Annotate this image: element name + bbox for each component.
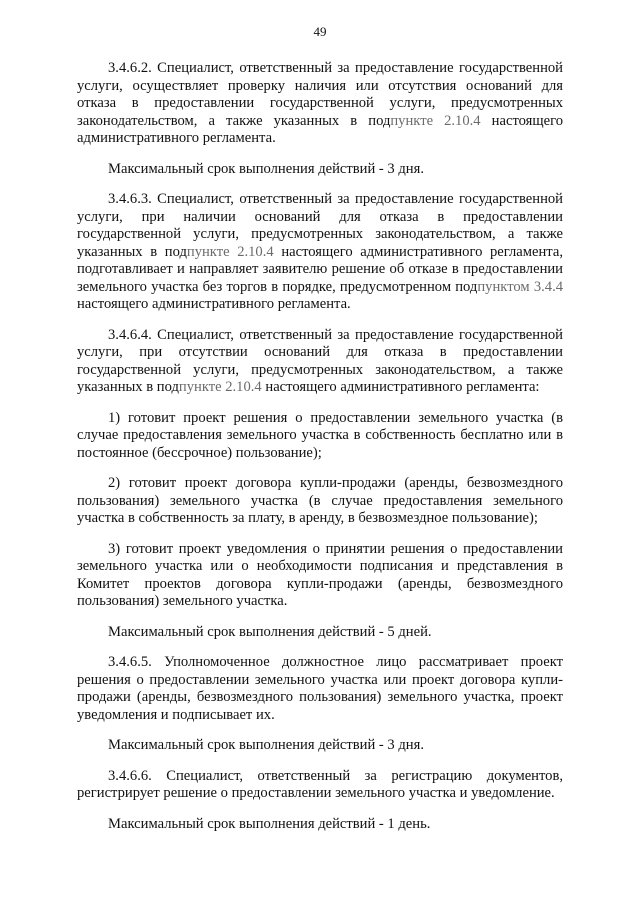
deadline-note: Максимальный срок выполнения действий - 3 дня.: [108, 160, 424, 177]
list-item-2: 2) готовит проект договора купли-продажи (аренды, безвозмездного пользования) земельного участка (в случае предоставления земельного участка в собственность за плату, в аренду, в безвозмездное пользование);: [77, 475, 563, 526]
reference-link[interactable]: пункте 2.10.4: [186, 243, 274, 260]
deadline-note: Максимальный срок выполнения действий - 3 дня.: [108, 737, 424, 753]
paragraph-text: настоящего административного регламента.: [77, 112, 563, 146]
reference-link[interactable]: пункте 2.10.4: [390, 112, 481, 129]
reference-link[interactable]: пунктом 3.4.4: [477, 278, 564, 295]
paragraph-text: 3.4.6.2. Специалист, ответственный за предоставление государственной услуги, осуществляет проверку наличия или отсутствия оснований для отказа в предоставлении государственной услуги, предусмотренных законодательством, а также указанных в под: [77, 60, 563, 129]
list-item-1: 1) готовит проект решения о предоставлении земельного участка (в случае предоставления земельного участка в собственность бесплатно или в постоянное (бессрочное) пользование);: [77, 409, 563, 461]
paragraph-3-4-6-2: [77, 60, 563, 148]
paragraph-3-4-6-6: 3.4.6.6. Специалист, ответственный за регистрацию документов, регистрирует решение о предоставлении земельного участка и уведомление.: [77, 767, 563, 801]
paragraph-3-4-6-4: [77, 327, 563, 397]
paragraph-text: 3.4.6.3. Специалист, ответственный за предоставление государственной услуги, при наличии оснований для отказа в предоставлении государственной услуги, предусмотренных законодательством, а также указанных в под: [77, 191, 563, 260]
paragraph-text: настоящего административного регламента:: [261, 379, 540, 395]
paragraph-3-4-6-3: [77, 191, 563, 314]
page-number: 49: [313, 24, 327, 39]
page-content: [77, 60, 563, 846]
paragraph-text: настоящего административного регламента.: [77, 296, 351, 312]
paragraph-text: настоящего административного регламента, подготавливает и направляет заявителю решение об отказе в предоставлении земельного участка без торгов в порядке, предусмотренном под: [77, 243, 563, 295]
reference-link[interactable]: пункте 2.10.4: [178, 379, 262, 395]
deadline-note: Максимальный срок выполнения действий - 1 день.: [108, 815, 431, 832]
list-item-3: 3) готовит проект уведомления о принятии решения о предоставлении земельного участка или о необходимости подписания и представления в Комитет проектов договора купли-продажи (аренды, безвозмездного пользования) земельного участка.: [77, 540, 563, 609]
deadline-note: Максимальный срок выполнения действий - 5 дней.: [108, 623, 432, 640]
paragraph-text: 3.4.6.4. Специалист, ответственный за предоставление государственной услуги, при отсутствии оснований для отказа в предоставлении государственной услуги, предусмотренных законодательством, а также указанных в под: [77, 326, 563, 395]
paragraph-3-4-6-5: 3.4.6.5. Уполномоченное должностное лицо рассматривает проект решения о предоставлении земельного участка или проект договора купли-продажи (аренды, безвозмездного пользования) земельного участка, проект уведомления и подписывает их.: [77, 654, 563, 723]
